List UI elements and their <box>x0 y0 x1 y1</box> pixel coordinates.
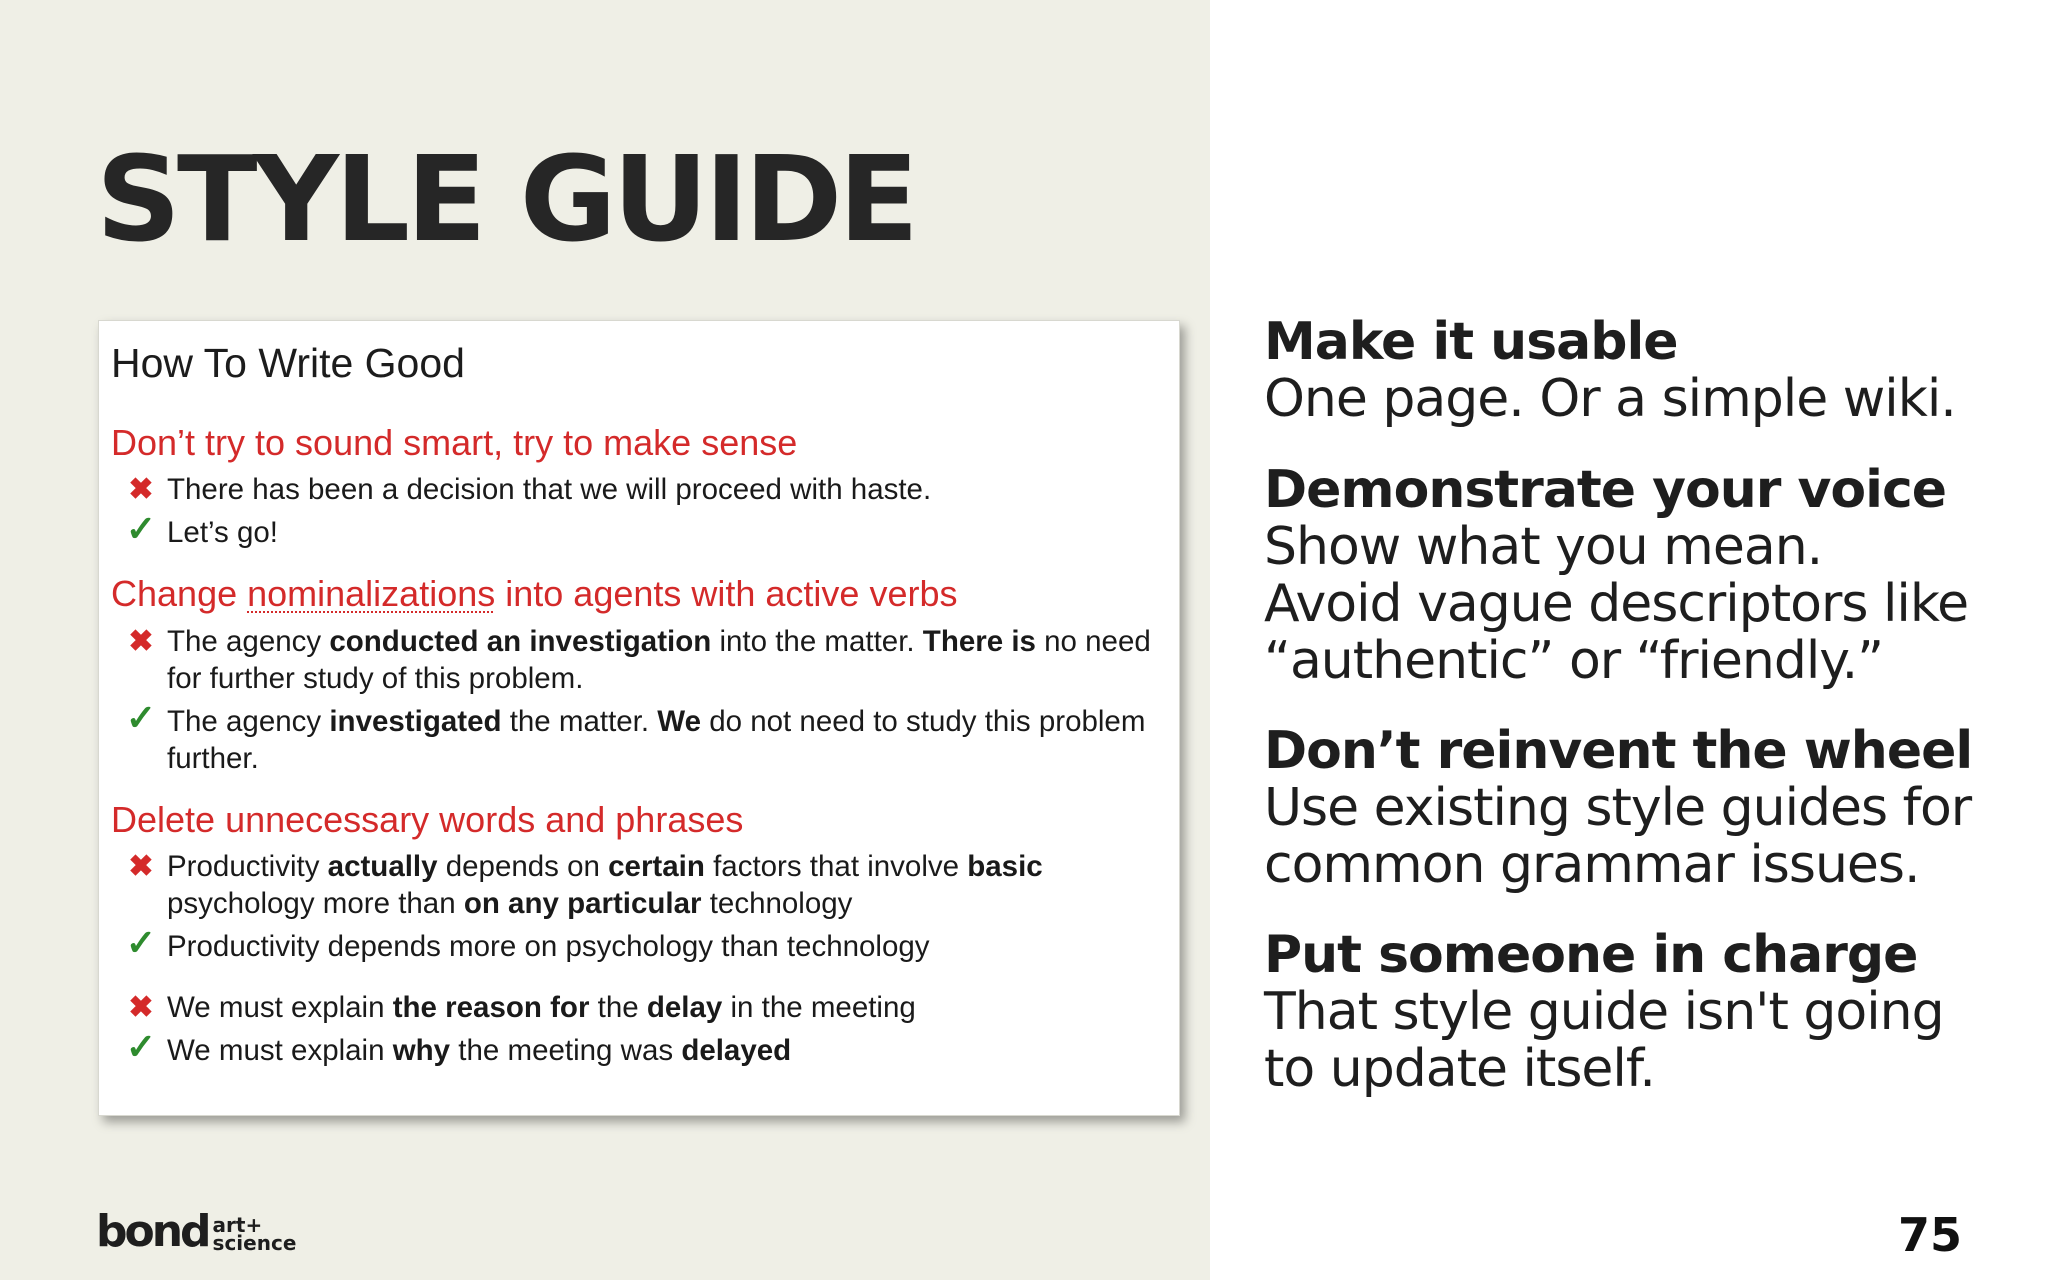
good-example <box>111 922 1167 965</box>
check-icon: ✓ <box>125 1026 157 1068</box>
point-make-it-usable <box>1264 313 1956 428</box>
section-delete-words <box>111 799 1167 1069</box>
good-example <box>111 508 1167 551</box>
point-reinvent-wheel <box>1264 722 1972 894</box>
check-icon: ✓ <box>125 922 157 964</box>
point-line: Avoid vague descriptors like <box>1264 574 1969 634</box>
section-heading: Delete unnecessary words and phrases <box>111 798 744 840</box>
page-number: 75 <box>1897 1208 1962 1262</box>
point-line: One page. Or a simple wiki. <box>1264 369 1956 429</box>
bad-example <box>111 471 1167 508</box>
point-heading: Put someone in charge <box>1264 925 1918 985</box>
section-heading: Change nominalizations into agents with active verbs <box>111 573 958 615</box>
point-line: to update itself. <box>1264 1039 1655 1099</box>
section-nominalizations <box>111 573 1167 776</box>
check-icon: ✓ <box>125 696 157 738</box>
check-icon: ✓ <box>125 508 157 550</box>
style-guide-card <box>98 320 1180 1116</box>
cross-icon: ✖ <box>128 624 154 658</box>
point-line: “authentic” or “friendly.” <box>1264 631 1884 691</box>
point-heading: Don’t reinvent the wheel <box>1264 721 1973 781</box>
section-sound-smart <box>111 422 1167 551</box>
cross-icon: ✖ <box>128 991 154 1025</box>
bad-example: ✖ Productivity actually depends on certain factors that involve basic psychology more than on any particular technology <box>111 848 1167 922</box>
point-someone-in-charge <box>1264 926 1944 1098</box>
point-demonstrate-voice <box>1264 461 1968 690</box>
cross-icon: ✖ <box>128 850 154 884</box>
point-heading: Make it usable <box>1264 312 1678 372</box>
point-line: That style guide isn't going <box>1264 982 1944 1042</box>
point-line: Show what you mean. <box>1264 517 1823 577</box>
point-heading: Demonstrate your voice <box>1264 460 1947 520</box>
logo-brand: bond <box>96 1206 209 1257</box>
point-line: common grammar issues. <box>1264 835 1920 895</box>
point-line: Use existing style guides for <box>1264 778 1972 838</box>
bad-example: ✖ We must explain the reason for the delay in the meeting <box>111 989 1167 1026</box>
example-text: Productivity depends more on psychology than technology <box>167 930 930 964</box>
spellcheck-underlined-word: nominalizations <box>247 573 496 615</box>
slide-title: STYLE GUIDE <box>96 130 915 268</box>
good-example: ✓ We must explain why the meeting was delayed <box>125 1026 792 1068</box>
cross-icon: ✖ <box>128 473 154 507</box>
good-example: ✓ The agency investigated the matter. We do not need to study this problem further. <box>125 696 1146 775</box>
section-heading: Don’t try to sound smart, try to make sense <box>111 422 798 464</box>
bad-example: ✖ The agency conducted an investigation into the matter. There is no need for further study of this problem. <box>111 623 1167 697</box>
logo-subtitle: art+ science <box>212 1213 297 1255</box>
example-text: Let’s go! <box>167 516 278 550</box>
card-title: How To Write Good <box>111 340 465 386</box>
bond-logo <box>96 1206 297 1257</box>
example-text: There has been a decision that we will proceed with haste. <box>167 473 932 507</box>
